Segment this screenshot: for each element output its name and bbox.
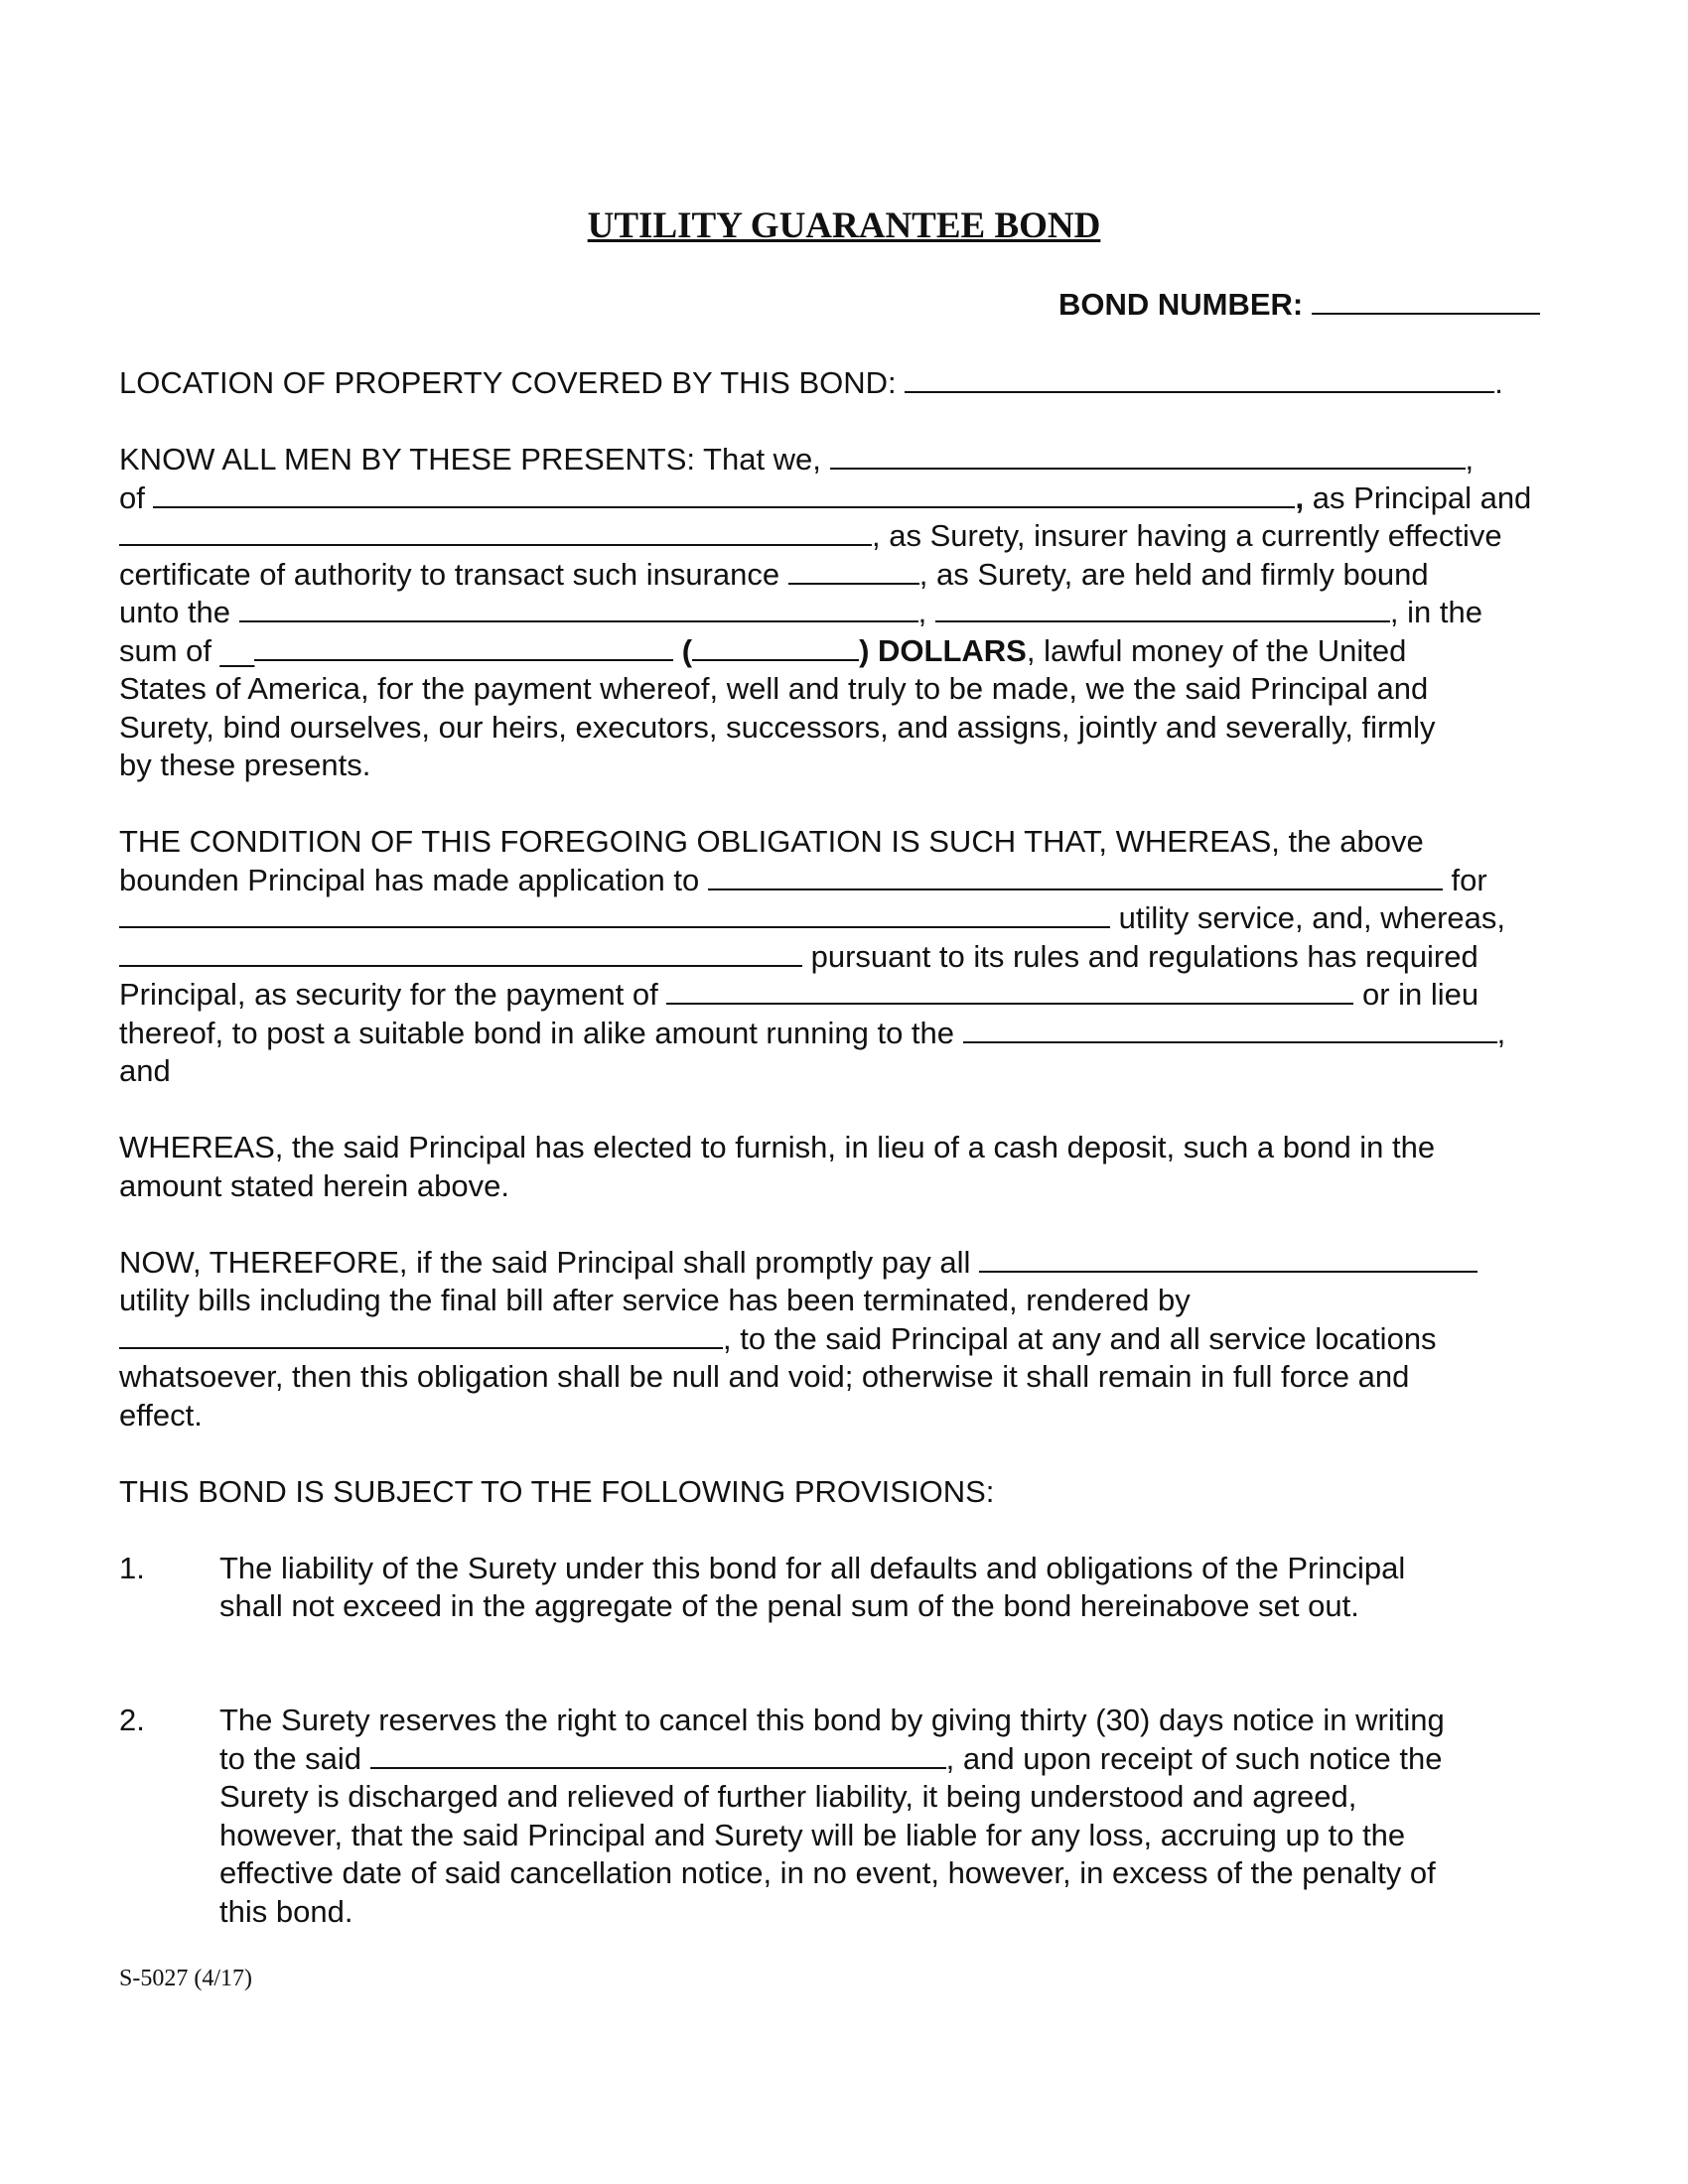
now-line-1 bbox=[119, 1244, 1477, 1282]
dollars-label: ) DOLLARS bbox=[859, 633, 1027, 668]
provision-2-line-5: effective date of said cancellation notice, in no event, however, in excess of the penalty of bbox=[219, 1855, 1436, 1890]
principal-address-blank[interactable] bbox=[153, 480, 1295, 508]
condition-text-6: thereof, to post a suitable bond in alike amount running to the bbox=[119, 1016, 955, 1050]
know-line-9: by these presents. bbox=[119, 748, 371, 782]
obligee-blank[interactable] bbox=[239, 595, 918, 622]
know-end-4: , as Surety, are held and firmly bound bbox=[918, 557, 1429, 592]
know-line-6 bbox=[119, 632, 1406, 670]
know-underscores: __ bbox=[219, 633, 255, 668]
know-end-5: , in the bbox=[1389, 595, 1482, 629]
provisions-heading: THIS BOND IS SUBJECT TO THE FOLLOWING PROVISIONS: bbox=[119, 1474, 995, 1509]
now-line-3 bbox=[119, 1320, 1437, 1358]
document-title: UTILITY GUARANTEE BOND bbox=[587, 205, 1101, 246]
pay-all-blank[interactable] bbox=[979, 1245, 1477, 1273]
condition-text-5: Principal, as security for the payment of bbox=[119, 977, 658, 1012]
condition-end-3: utility service, and, whereas, bbox=[1110, 900, 1506, 935]
know-line-3 bbox=[119, 517, 1502, 555]
condition-line-7: and bbox=[119, 1053, 171, 1088]
know-end-2: as Principal and bbox=[1304, 480, 1532, 515]
know-bold-comma: , bbox=[1295, 480, 1305, 515]
know-line-5 bbox=[119, 594, 1482, 631]
know-line-2 bbox=[119, 479, 1531, 517]
bond-number-label: BOND NUMBER: bbox=[1058, 287, 1304, 322]
location-label: LOCATION OF PROPERTY COVERED BY THIS BOND: bbox=[119, 365, 897, 400]
provision-1-line-2: shall not exceed in the aggregate of the penal sum of the bond hereinabove set out. bbox=[219, 1588, 1359, 1623]
condition-end-6: , bbox=[1496, 1016, 1506, 1050]
provision-2-number: 2. bbox=[119, 1703, 145, 1737]
state-blank[interactable] bbox=[788, 557, 919, 585]
service-type-blank[interactable] bbox=[119, 900, 1110, 928]
provision-2-line-3: Surety is discharged and relieved of further liability, it being understood and agreed, bbox=[219, 1779, 1357, 1814]
now-line-2: utility bills including the final bill after service has been terminated, rendered by bbox=[119, 1283, 1191, 1317]
condition-line-3 bbox=[119, 899, 1505, 937]
know-text-2: of bbox=[119, 480, 145, 515]
now-end-3: , to the said Principal at any and all service locations bbox=[723, 1321, 1437, 1356]
know-text-6: sum of bbox=[119, 633, 212, 668]
know-end-1: , bbox=[1465, 442, 1475, 477]
condition-line-5 bbox=[119, 976, 1478, 1014]
know-text-4: certificate of authority to transact such insurance bbox=[119, 557, 780, 592]
security-payment-blank[interactable] bbox=[666, 977, 1353, 1005]
bond-number-line bbox=[1058, 286, 1540, 324]
condition-end-4: pursuant to its rules and regulations has required bbox=[802, 939, 1478, 974]
whereas-line-1: WHEREAS, the said Principal has elected to furnish, in lieu of a cash deposit, such a bond in the bbox=[119, 1130, 1436, 1164]
provision-2-line-2 bbox=[219, 1740, 1442, 1778]
amount-figures-blank[interactable] bbox=[692, 633, 859, 661]
know-line-8: Surety, bind ourselves, our heirs, executors, successors, and assigns, jointly and severally, firmly bbox=[119, 710, 1436, 745]
bond-number-blank[interactable] bbox=[1312, 287, 1540, 315]
obligee-location-blank[interactable] bbox=[935, 595, 1390, 622]
surety-name-blank[interactable] bbox=[119, 518, 872, 546]
utility-company-blank[interactable] bbox=[708, 863, 1443, 890]
provision-2-end-2: , and upon receipt of such notice the bbox=[945, 1741, 1443, 1776]
now-text-1: NOW, THEREFORE, if the said Principal shall promptly pay all bbox=[119, 1245, 971, 1280]
location-blank[interactable] bbox=[905, 365, 1494, 393]
whereas-line-2: amount stated herein above. bbox=[119, 1168, 509, 1203]
bond-payee-blank[interactable] bbox=[963, 1016, 1497, 1043]
form-number-footer: S-5027 (4/17) bbox=[119, 1966, 252, 1991]
know-paren-open: ( bbox=[681, 633, 693, 668]
know-end-6: , lawful money of the United bbox=[1026, 633, 1407, 668]
location-line bbox=[119, 364, 1503, 402]
now-line-5: effect. bbox=[119, 1398, 203, 1433]
condition-line-2 bbox=[119, 862, 1487, 899]
provision-2-line-1: The Surety reserves the right to cancel this bond by giving thirty (30) days notice in writing bbox=[219, 1703, 1445, 1737]
condition-line-1: THE CONDITION OF THIS FOREGOING OBLIGATION IS SUCH THAT, WHEREAS, the above bbox=[119, 824, 1424, 859]
amount-words-blank[interactable] bbox=[254, 633, 673, 661]
know-text-1: KNOW ALL MEN BY THESE PRESENTS: That we, bbox=[119, 442, 821, 477]
principal-name-blank[interactable] bbox=[830, 442, 1466, 470]
provision-2-line-6: this bond. bbox=[219, 1894, 353, 1929]
rendered-by-blank[interactable] bbox=[119, 1321, 723, 1349]
condition-text-2: bounden Principal has made application to bbox=[119, 863, 700, 897]
utility-name-blank[interactable] bbox=[119, 939, 802, 967]
now-line-4: whatsoever, then this obligation shall be null and void; otherwise it shall remain in full force and bbox=[119, 1359, 1410, 1394]
condition-end-2: for bbox=[1442, 863, 1487, 897]
know-line-4 bbox=[119, 556, 1429, 594]
location-end: . bbox=[1494, 365, 1503, 400]
condition-end-5: or in lieu bbox=[1353, 977, 1479, 1012]
provision-2-text-2: to the said bbox=[219, 1741, 362, 1776]
condition-line-4 bbox=[119, 938, 1478, 976]
know-end-3: , as Surety, insurer having a currently effective bbox=[872, 518, 1502, 553]
notice-recipient-blank[interactable] bbox=[370, 1741, 946, 1769]
condition-line-6 bbox=[119, 1015, 1505, 1052]
know-mid-5: , bbox=[917, 595, 927, 629]
know-line-1 bbox=[119, 441, 1474, 478]
know-line-7: States of America, for the payment whereof, well and truly to be made, we the said Principal and bbox=[119, 671, 1429, 706]
provision-1-number: 1. bbox=[119, 1551, 145, 1585]
know-text-5: unto the bbox=[119, 595, 231, 629]
provision-1-line-1: The liability of the Surety under this bond for all defaults and obligations of the Principal bbox=[219, 1551, 1406, 1585]
provision-2-line-4: however, that the said Principal and Surety will be liable for any loss, accruing up to the bbox=[219, 1818, 1406, 1852]
